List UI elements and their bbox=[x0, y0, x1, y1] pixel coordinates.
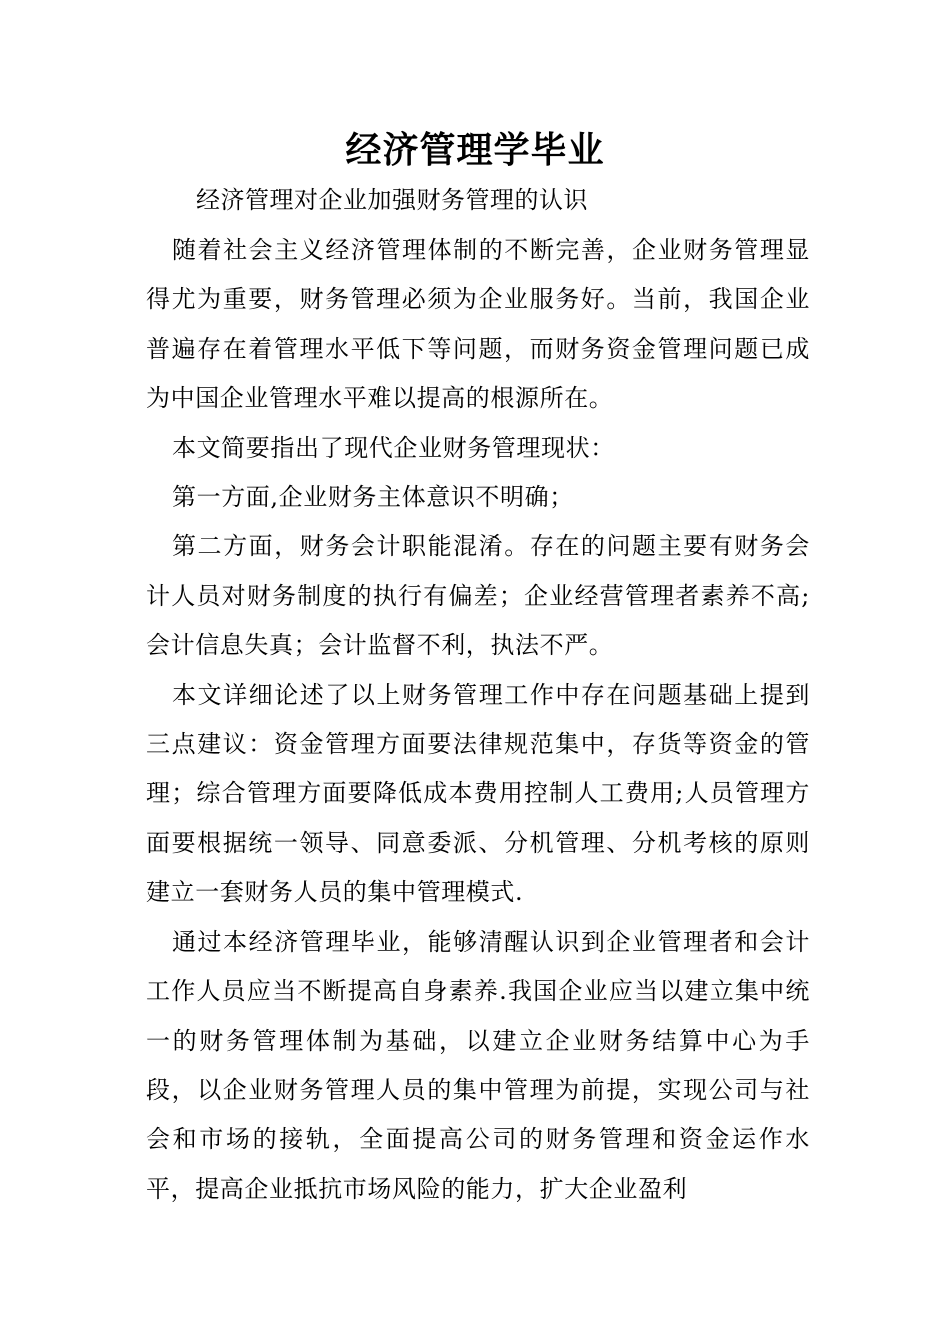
document-body bbox=[146, 226, 810, 1214]
paragraph-intro: 随着社会主义经济管理体制的不断完善，企业财务管理显得尤为重要，财务管理必须为企业服务好。当前，我国企业普遍存在着管理水平低下等问题，而财务资金管理问题已成为中国企业管理水平难以提高的根源所在。 bbox=[146, 236, 810, 413]
paragraph-point-two: 第二方面，财务会计职能混淆。存在的问题主要有财务会计人员对财务制度的执行有偏差；企业经营管理者素养不高;会计信息失真；会计监督不利，执法不严。 bbox=[146, 532, 810, 660]
paragraph-suggestions: 本文详细论述了以上财务管理工作中存在问题基础上提到三点建议：资金管理方面要法律规范集中，存货等资金的管理；综合管理方面要降低成本费用控制人工费用;人员管理方面要根据统一领导、同意委派、分机管理、分机考核的原则建立一套财务人员的集中管理模式. bbox=[146, 680, 810, 907]
paragraph-status: 本文简要指出了现代企业财务管理现状： bbox=[172, 433, 615, 462]
document-subtitle: 经济管理对企业加强财务管理的认识 bbox=[196, 186, 588, 214]
paragraph-point-one: 第一方面,企业财务主体意识不明确； bbox=[172, 483, 574, 512]
paragraph-conclusion: 通过本经济管理毕业，能够清醒认识到企业管理者和会计工作人员应当不断提高自身素养.我国企业应当以建立集中统一的财务管理体制为基础，以建立企业财务结算中心为手段，以企业财务管理人员的集中管理为前提，实现公司与社会和市场的接轨，全面提高公司的财务管理和资金运作水平，提高企业抵抗市场风险的能力，扩大企业盈利 bbox=[146, 927, 810, 1203]
document-title: 经济管理学毕业 bbox=[345, 129, 605, 171]
